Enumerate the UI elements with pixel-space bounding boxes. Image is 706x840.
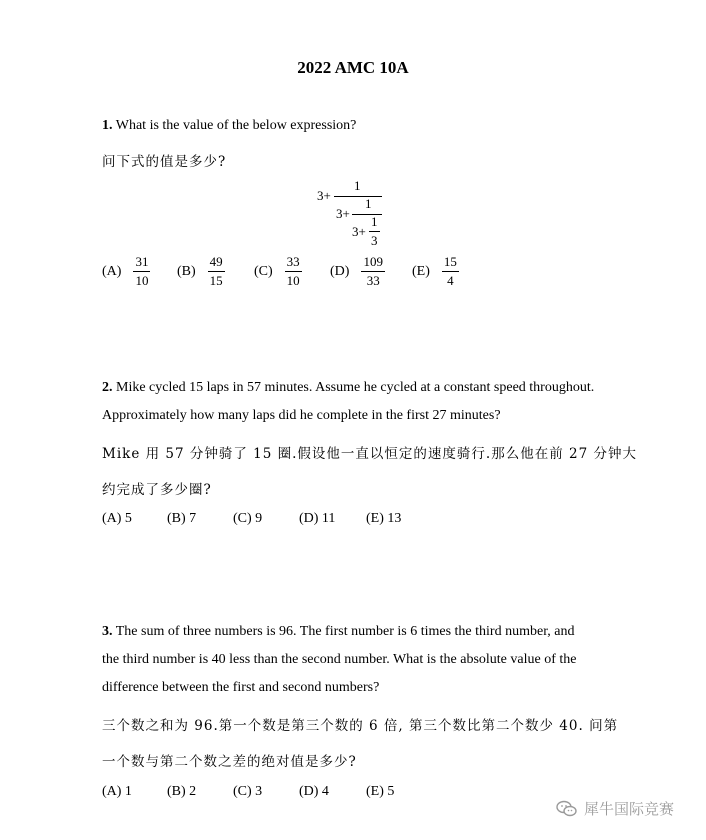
cf-term-1: 3+ (317, 188, 331, 203)
choice-e-fraction (442, 254, 459, 289)
cf-denominator-3: 3 (371, 233, 378, 248)
choice-b-label: (B) (177, 264, 196, 280)
watermark-text: 犀牛国际竞赛 (584, 800, 675, 818)
question-1-number: 1. (102, 118, 113, 133)
question-1-text-cn: 问下式的值是多少? (102, 154, 227, 170)
choice-a-denominator: 10 (135, 273, 149, 288)
question-3-number: 3. (102, 624, 113, 639)
cf-term-3: 3+ (352, 224, 366, 239)
choice-b-fraction (208, 254, 225, 289)
choice-d-label: (D) (330, 264, 350, 280)
question-3-line-3: difference between the first and second numbers? (102, 680, 380, 695)
cf-numerator-2: 1 (365, 196, 372, 211)
question-2 (102, 380, 594, 396)
choice-e-denominator: 4 (447, 273, 454, 288)
choice-b[interactable] (177, 254, 225, 289)
choice-e-numerator: 15 (442, 254, 459, 272)
choice-e[interactable] (412, 254, 459, 289)
watermark (556, 798, 674, 819)
question-2-cn-2: 约完成了多少圈? (102, 482, 212, 498)
choice-d[interactable] (330, 254, 385, 289)
choice-a-fraction (133, 254, 150, 289)
choice-c-numerator: 33 (285, 254, 302, 272)
question-2-cn-1: Mike 用 57 分钟骑了 15 圈.假设他一直以恒定的速度骑行.那么他在前 27 分钟大 (102, 446, 637, 462)
question-3 (102, 624, 575, 640)
q3-choice-e[interactable]: (E) 5 (366, 784, 395, 799)
choice-a[interactable] (102, 254, 150, 289)
choice-c-fraction (285, 254, 302, 289)
choice-b-denominator: 15 (209, 273, 223, 288)
choice-c-label: (C) (254, 264, 273, 280)
q3-choice-c[interactable]: (C) 3 (233, 784, 263, 799)
q2-choice-b[interactable]: (B) 7 (167, 511, 197, 526)
question-3-cn-2: 一个数与第二个数之差的绝对值是多少? (102, 754, 357, 770)
cf-bar-1 (334, 196, 382, 197)
cf-numerator-3: 1 (371, 214, 378, 229)
choice-d-numerator: 109 (361, 254, 385, 272)
question-3-line-2: the third number is 40 less than the second number. What is the absolute value of the (102, 652, 577, 667)
question-1 (102, 118, 356, 134)
q3-choice-b[interactable]: (B) 2 (167, 784, 197, 799)
q2-choice-c[interactable]: (C) 9 (233, 511, 263, 526)
question-2-number: 2. (102, 380, 113, 395)
choice-d-denominator: 33 (366, 273, 380, 288)
question-1-text: What is the value of the below expression? (115, 118, 357, 133)
q3-choice-d[interactable]: (D) 4 (299, 784, 329, 799)
choice-c[interactable] (254, 254, 302, 289)
question-3-line-1: The sum of three numbers is 96. The first number is 6 times the third number, and (115, 624, 575, 639)
question-2-line-1: Mike cycled 15 laps in 57 minutes. Assume he cycled at a constant speed throughout. (116, 380, 595, 395)
q3-choice-a[interactable]: (A) 1 (102, 784, 132, 799)
q2-choice-d[interactable]: (D) 11 (299, 511, 336, 526)
question-3-cn-1: 三个数之和为 96.第一个数是第三个数的 6 倍, 第三个数比第二个数少 40. 问第 (102, 718, 619, 734)
choice-a-label: (A) (102, 264, 122, 280)
q2-choice-e[interactable]: (E) 13 (366, 511, 402, 526)
choice-d-fraction (361, 254, 385, 289)
cf-bar-3 (369, 231, 380, 232)
choice-e-label: (E) (412, 264, 430, 280)
choice-c-denominator: 10 (286, 273, 300, 288)
wechat-icon (556, 800, 578, 818)
cf-bar-2 (352, 214, 382, 215)
cf-term-2: 3+ (336, 206, 350, 221)
page-title: 2022 AMC 10A (297, 58, 409, 77)
choice-a-numerator: 31 (133, 254, 150, 272)
question-2-line-2: Approximately how many laps did he complete in the first 27 minutes? (102, 408, 501, 423)
choice-b-numerator: 49 (208, 254, 225, 272)
cf-numerator-1: 1 (354, 178, 361, 193)
q2-choice-a[interactable]: (A) 5 (102, 511, 132, 526)
